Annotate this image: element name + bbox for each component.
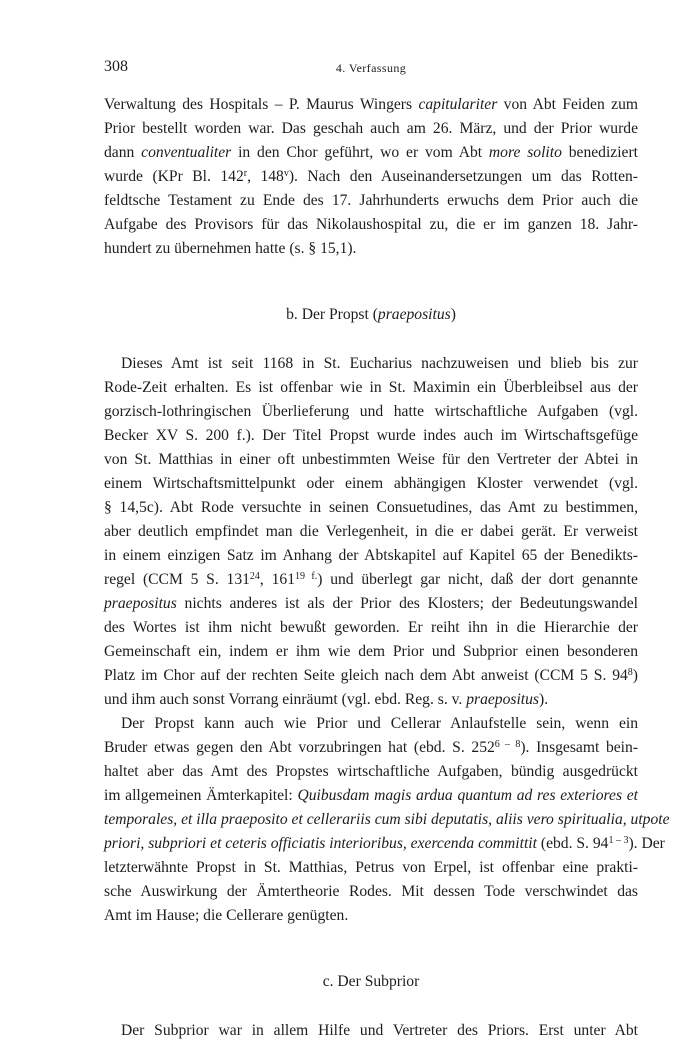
text-line: haltet aber das Amt des Propstes wirtschaftliche Aufgaben, bündig ausgedrückt xyxy=(104,763,638,780)
text-line: Platz im Chor auf der rechten Seite gleich nach dem Abt anweist (CCM 5 S. $94^8$) xyxy=(104,667,638,684)
text-line: letzterwähnte Propst in St. Matthias, Petrus von Erpel, ist offenbar eine prakti- xyxy=(104,859,638,876)
text-line: hundert zu übernehmen hatte (s. § 15,1). xyxy=(104,240,357,257)
text-line: Becker XV S. 200 f.). Der Titel Propst wurde indes auch im Wirtschaftsgefüge xyxy=(104,427,638,444)
section-heading: b. Der Propst (praepositus) xyxy=(286,306,456,323)
text-line: aber deutlich empfindet man die Verlegenheit, in die er dabei gerät. Er verweist xyxy=(104,523,638,540)
text-line: in einem einzigen Satz im Anhang der Abtskapitel auf Kapitel 65 der Benedikts- xyxy=(104,547,638,564)
text-line: Der Propst kann auch wie Prior und Cellerar Anlaufstelle sein, wenn ein xyxy=(121,715,638,732)
text-line: Aufgabe des Provisors für das Nikolaushospital zu, die er im ganzen 18. Jahr- xyxy=(104,216,638,233)
text-line: sche Auswirkung der Ämtertheorie Rodes. Mit dessen Tode verschwindet das xyxy=(104,883,638,900)
text-line: Dieses Amt ist seit 1168 in St. Eucharius nachzuweisen und blieb bis zur xyxy=(121,355,638,372)
section-heading: c. Der Subprior xyxy=(322,973,420,990)
text-line: einem Wirtschaftsmittelpunkt oder einem abhängigen Kloster verwendet (vgl. xyxy=(104,475,638,492)
text-line: Rode-Zeit erhalten. Es ist offenbar wie in St. Maximin ein Überbleibsel aus der xyxy=(104,379,638,396)
text-line: Verwaltung des Hospitals – P. Maurus Wingers capitulariter von Abt Feiden zum xyxy=(104,96,638,113)
text-line: Prior bestellt worden war. Das geschah auch am 26. März, und der Prior wurde xyxy=(104,120,638,137)
text-line: von St. Matthias in einer oft unbestimmten Weise für den Vertreter der Abtei in xyxy=(104,451,638,468)
text-line: Amt im Hause; die Cellerare genügten. xyxy=(104,907,349,924)
text-line: des Wortes ist ihm nicht bewußt geworden. Er reiht ihn in die Hierarchie der xyxy=(104,619,638,636)
text-line: und ihm auch sonst Vorrang einräumt (vgl. ebd. Reg. s. v. praepositus). xyxy=(104,691,549,708)
text-line: regel (CCM 5 S. $131^{24}$, $161^{19 f.}$) und überlegt gar nicht, daß der dort genannte xyxy=(104,571,638,588)
text-line: temporales, et illa praeposito et cellerariis cum sibi deputatis, aliis vero spiritualia, utpote xyxy=(104,811,670,828)
page-number: 308 xyxy=(104,58,128,75)
text-line: Bruder etwas gegen den Abt vorzubringen hat (ebd. S. 252$^{6 - 8}$). Insgesamt bein- xyxy=(104,739,639,756)
text-line: § 14,5c). Abt Rode versuchte in seinen Consuetudines, das Amt zu bestimmen, xyxy=(104,499,638,516)
text-line: im allgemeinen Ämterkapitel: Quibusdam magis ardua quantum ad res exteriores et xyxy=(104,787,638,804)
text-line: priori, subpriori et ceteris officiatis interioribus, exercenda committit (ebd. S. 94$^{1 - 3}$). Der xyxy=(104,835,665,852)
text-line: praepositus nichts anderes ist als der Prior des Klosters; der Bedeutungswandel xyxy=(104,595,638,612)
text-line: gorzisch-lothringischen Überlieferung und hatte wirtschaftliche Aufgaben (vgl. xyxy=(104,403,638,420)
text-line: feldtsche Testament zu Ende des 17. Jahrhunderts erwuchs dem Prior auch die xyxy=(104,192,638,209)
running-head: 4. Verfassung xyxy=(335,61,407,75)
text-line: dann conventualiter in den Chor geführt, wo er vom Abt more solito benediziert xyxy=(104,144,638,161)
text-line: wurde (KPr Bl. 142$^r$, 148$^v$). Nach den Auseinandersetzungen um das Rotten- xyxy=(104,168,639,185)
text-line: Der Subprior war in allem Hilfe und Vertreter des Priors. Erst unter Abt xyxy=(121,1022,638,1039)
page-header xyxy=(104,58,638,78)
text-line: Gemeinschaft ein, indem er ihm wie dem Prior und Subprior einen besonderen xyxy=(104,643,638,660)
